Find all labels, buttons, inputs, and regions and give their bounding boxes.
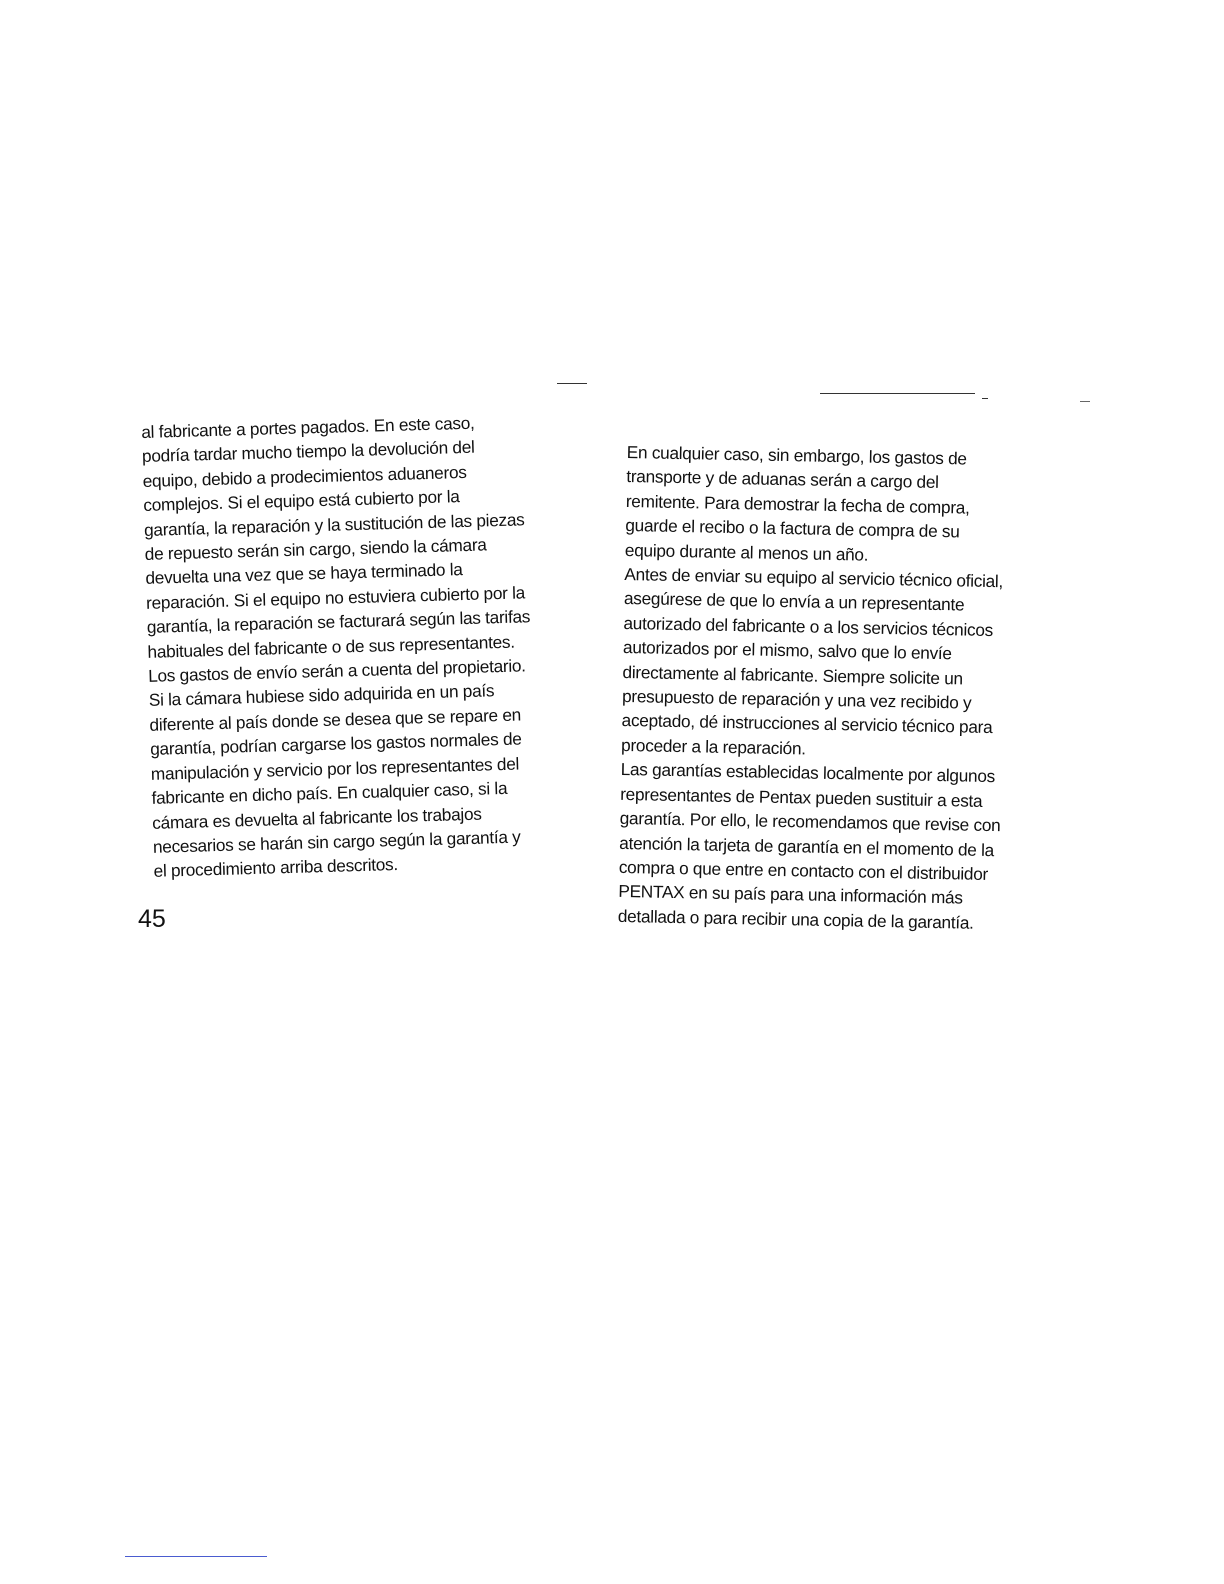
text-line: complejos. Si el equipo está cubierto por la	[143, 486, 460, 516]
text-line: Si la cámara hubiese sido adquirida en un país	[148, 680, 495, 711]
text-line: cámara es devuelta al fabricante los trabajos	[151, 803, 482, 833]
scan-rule-top-right-dash	[982, 398, 988, 399]
text-line: compra o que entre en contacto con el distribuidor	[618, 856, 989, 884]
text-line: presupuesto de reparación y una vez recibido y	[621, 686, 972, 713]
text-line: garantía, podrían cargarse los gastos normales de	[149, 728, 522, 760]
text-line: Los gastos de envío serán a cuenta del propietario.	[147, 655, 526, 686]
text-line: atención la tarjeta de garantía en el momento de la	[619, 832, 995, 860]
text-line: equipo durante al menos un año.	[624, 539, 869, 565]
left-text-column	[141, 407, 604, 883]
text-line: reparación. Si el equipo no estuviera cubierto por la	[145, 582, 526, 613]
text-line: manipulación y servicio por los representantes del	[150, 753, 520, 784]
text-line: habituales del fabricante o de sus representantes.	[147, 631, 515, 662]
text-line: podría tardar mucho tiempo la devolución del	[141, 437, 475, 467]
text-line: Las garantías establecidas localmente por algunos	[620, 759, 996, 787]
text-line: directamente al fabricante. Siempre solicite un	[622, 661, 964, 689]
text-line: garantía, la reparación se facturará según las tarifas	[146, 606, 531, 638]
text-line: remitente. Para demostrar la fecha de compra,	[625, 490, 970, 518]
text-line: guarde el recibo o la factura de compra de su	[625, 515, 960, 542]
scan-rule-top-right	[820, 393, 975, 394]
text-line: garantía. Por ello, le recomendamos que revise con	[619, 808, 1001, 836]
right-text-column	[618, 440, 1067, 936]
text-line: necesarios se harán sin cargo según la garantía y	[152, 826, 521, 857]
text-line: proceder a la reparación.	[620, 734, 806, 759]
scan-rule-bottom-left	[125, 1556, 267, 1557]
text-line: garantía, la reparación y la sustitución de las piezas	[143, 508, 525, 540]
text-line: el procedimiento arriba descritos.	[153, 854, 399, 882]
text-line: autorizados por el mismo, salvo que lo envíe	[622, 637, 952, 664]
text-line: transporte y de aduanas serán a cargo del	[626, 466, 939, 493]
text-line: aceptado, dé instrucciones al servicio técnico para	[621, 710, 993, 738]
text-line: Antes de enviar su equipo al servicio técnico oficial,	[624, 564, 1004, 592]
scan-rule-top-middle	[557, 383, 587, 384]
text-line: representantes de Pentax pueden sustituir a esta	[620, 783, 983, 811]
text-line: fabricante en dicho país. En cualquier caso, si la	[151, 778, 508, 808]
text-line: de repuesto serán sin cargo, siendo la cámara	[144, 534, 487, 564]
text-line: detallada o para recibir una copia de la garantía.	[617, 905, 974, 933]
text-line: En cualquier caso, sin embargo, los gastos de	[626, 441, 967, 469]
text-line: PENTAX en su país para una información más	[618, 881, 963, 908]
text-line: asegúrese de que lo envía a un representante	[623, 588, 965, 615]
text-line: diferente al país donde se desea que se repare en	[149, 704, 522, 735]
scan-rule-top-far-right	[1080, 401, 1090, 402]
text-line: al fabricante a portes pagados. En este caso,	[141, 412, 475, 442]
text-line: devuelta una vez que se haya terminado la	[145, 559, 463, 589]
page-number: 45	[138, 905, 166, 933]
text-line: equipo, debido a prodecimientos aduaneros	[142, 461, 467, 491]
text-line: autorizado del fabricante o a los servicios técnicos	[623, 612, 994, 640]
